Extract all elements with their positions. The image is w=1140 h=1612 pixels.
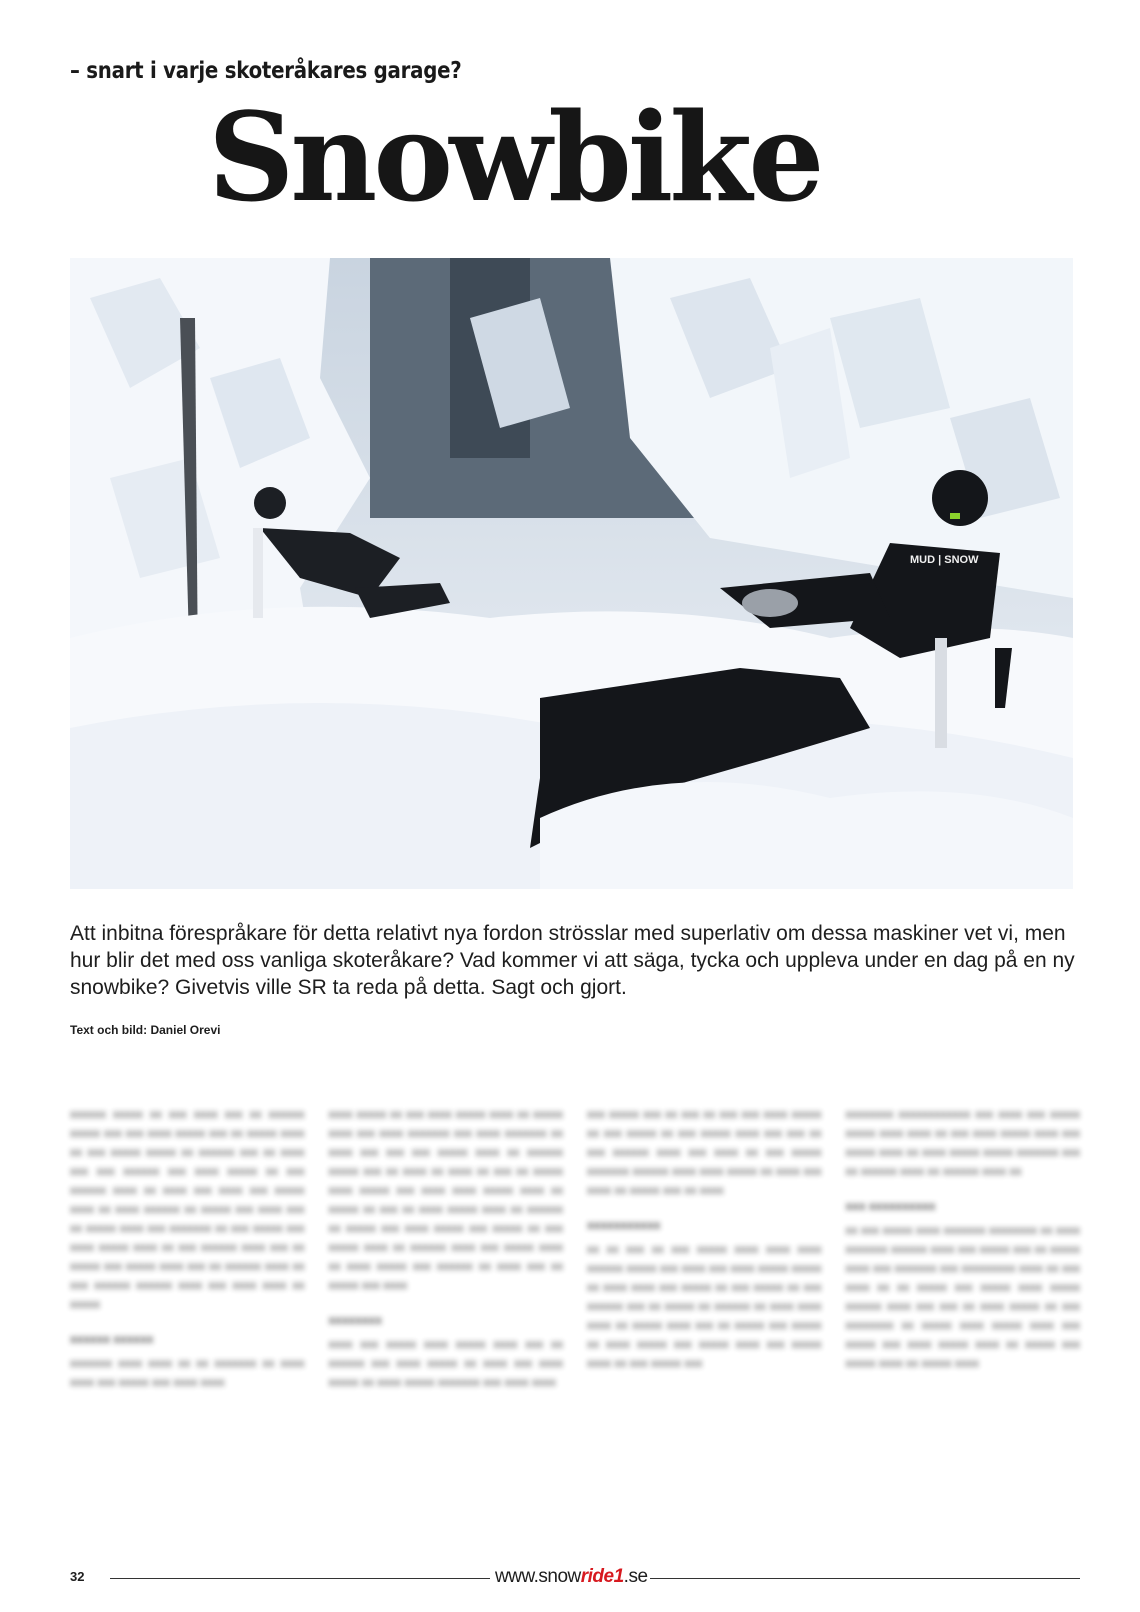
page-footer xyxy=(70,1567,1080,1591)
footer-rule-right xyxy=(650,1578,1080,1579)
page-title: Snowbike xyxy=(208,85,821,229)
body-column-1: xxxxxx xxxxx xx xxx xxxx xxx xx xxxxxx xxxxx xxx xxx xxxx xxxxx xxx xx xxxxx xxxx xx xxx xxxxx xxxxx xx xxxxxx xxx xx xxxx xxx xxx xxxxxx xxx xxxx xxxxx xx xxx xxxxxx xxxx xx xxxx xxx xxxx xxx xxxxx xxxx xx xxxx xxxxxx xx xxxxx xxx xxxx xxx xx xxxxx xxxx xxx xxxxxxx xx xxx xxxxx xxx xxxx xxxxx xxxx xx xxx xxxxxx xxxx xxx xx xxxxx xxx xxxxx xxxx xxx xx xxxxxx xxxx xx xxx xxxxxx xxxxxx xxxx xxx xxxx xxxx xx xxxxx xxxxxx xxxxxx xxxxxxx xxxx xxxx xx xx xxxxxxx xx xxxx xxxx xxx xxxxx xxx xxxx xxxx xyxy=(70,1107,305,1389)
article-lead: Att inbitna förespråkare för detta relativt nya fordon strösslar med superlativ om dessa maskiner vet vi, men hur blir det med oss vanliga skoteråkare? Vad kommer vi att säga, tycka och uppleva under en dag på en ny snowbike? Givetvis ville SR ta reda på detta. Sagt och gjort. xyxy=(70,922,1075,999)
page-number: 32 xyxy=(70,1569,85,1584)
site-prefix: www.snow xyxy=(495,1566,581,1587)
snowbike-photo xyxy=(70,258,1073,889)
footer-rule-left xyxy=(110,1578,490,1579)
body-column-3: xxx xxxxx xxx xx xxx xx xxx xxx xxxx xxxxx xx xxx xxxxx xx xxx xxxxx xxxx xxx xxx xx xxx xxxxxx xxxx xxx xxxx xx xxx xxxxx xxxxxxx xxxxxx xxxx xxxx xxxxx xx xxxx xxx xxxx xx xxxxx xxx xx xxxx xxxxxxxxxxx xx xx xxx xx xxx xxxxx xxxx xxxx xxxx xxxxxx xxxxx xxx xxxx xxx xxxx xxxxx xxxxx xx xxxx xxxx xxx xxxxx xx xxx xxxxx xx xxx xxxxxx xxx xx xxxxx xx xxxxxx xx xxxx xxxx xxxx xx xxxxx xxxx xxx xx xxxxx xxx xxxxx xx xxxx xxxxx xxx xxxxx xxxx xxx xxxxx xxxx xx xxx xxxxx xxx xyxy=(587,1107,822,1370)
website-url[interactable] xyxy=(495,1566,648,1588)
site-suffix: .se xyxy=(623,1566,648,1587)
author-credit: Text och bild: Daniel Orevi xyxy=(70,1023,221,1037)
blurred-body-columns xyxy=(70,1105,1080,1545)
body-column-2: xxxx xxxxx xx xxx xxxx xxxxx xxxx xx xxxxx xxxx xxx xxxx xxxxxxx xxx xxxx xxxxxxx xx xxxx xxx xxx xxx xxxxx xxxx xx xxxxxx xxxxx xxx xx xxxx xx xxxx xx xxx xx xxxxx xxxx xxxxx xxx xxxx xxxx xxxxx xxxx xx xxxxx xx xxx xx xxxx xxxxx xxxx xx xxxxxx xx xxxxx xxx xxxx xxxxx xxx xxxxx xx xxx xxxxx xxxx xx xxxxxx xxxx xxx xxxxx xxxx xx xxxx xxxxx xxx xxxxxx xx xxxx xxx xx xxxxx xxx xxxx xxxxxxxx xxxx xxx xxxxx xxxx xxxxx xxxx xxx xx xxxxxx xxx xxxx xxxxx xx xxxx xxx xxxx xxxxx xx xxxx xxxxx xxxxxxx xxx xxxx xxxx xyxy=(328,1107,563,1389)
snow-forest-illustration xyxy=(70,258,1073,889)
svg-text:MUD | SNOW: MUD | SNOW xyxy=(910,554,979,566)
kicker-subtitle: – snart i varje skoteråkares garage? xyxy=(70,58,462,84)
site-brand: ride1 xyxy=(580,1566,624,1587)
body-column-4: xxxxxxxx xxxxxxxxxxxx xxx xxxx xxx xxxxx xxxxx xxxx xxxx xx xxx xxxx xxxxx xxxx xxx xxxxx xxxx xx xxxx xxxxx xxxxx xxxxxxx xxx xx xxxxxx xxxx xx xxxxxx xxxx xx xxx xxxxxxxxxx xx xxx xxxxx xxxx xxxxxxx xxxxxxxx xx xxxx xxxxxxx xxxxxx xxxx xxx xxxxx xxx xx xxxxx xxxx xxx xxxxxxx xxx xxxxxxxxx xxxx xx xxx xxxx xx xx xxxxx xxx xxxxx xxxx xxxxx xxxxxx xxxx xxx xxx xx xxxx xxxxx xx xxx xxxxxxxx xx xxxxx xxxx xxxxx xxxx xxx xxxxx xxx xxxx xxxxx xxxx xx xxxxx xxx xxxxx xxxx xx xxxxx xxxx xyxy=(845,1107,1080,1370)
